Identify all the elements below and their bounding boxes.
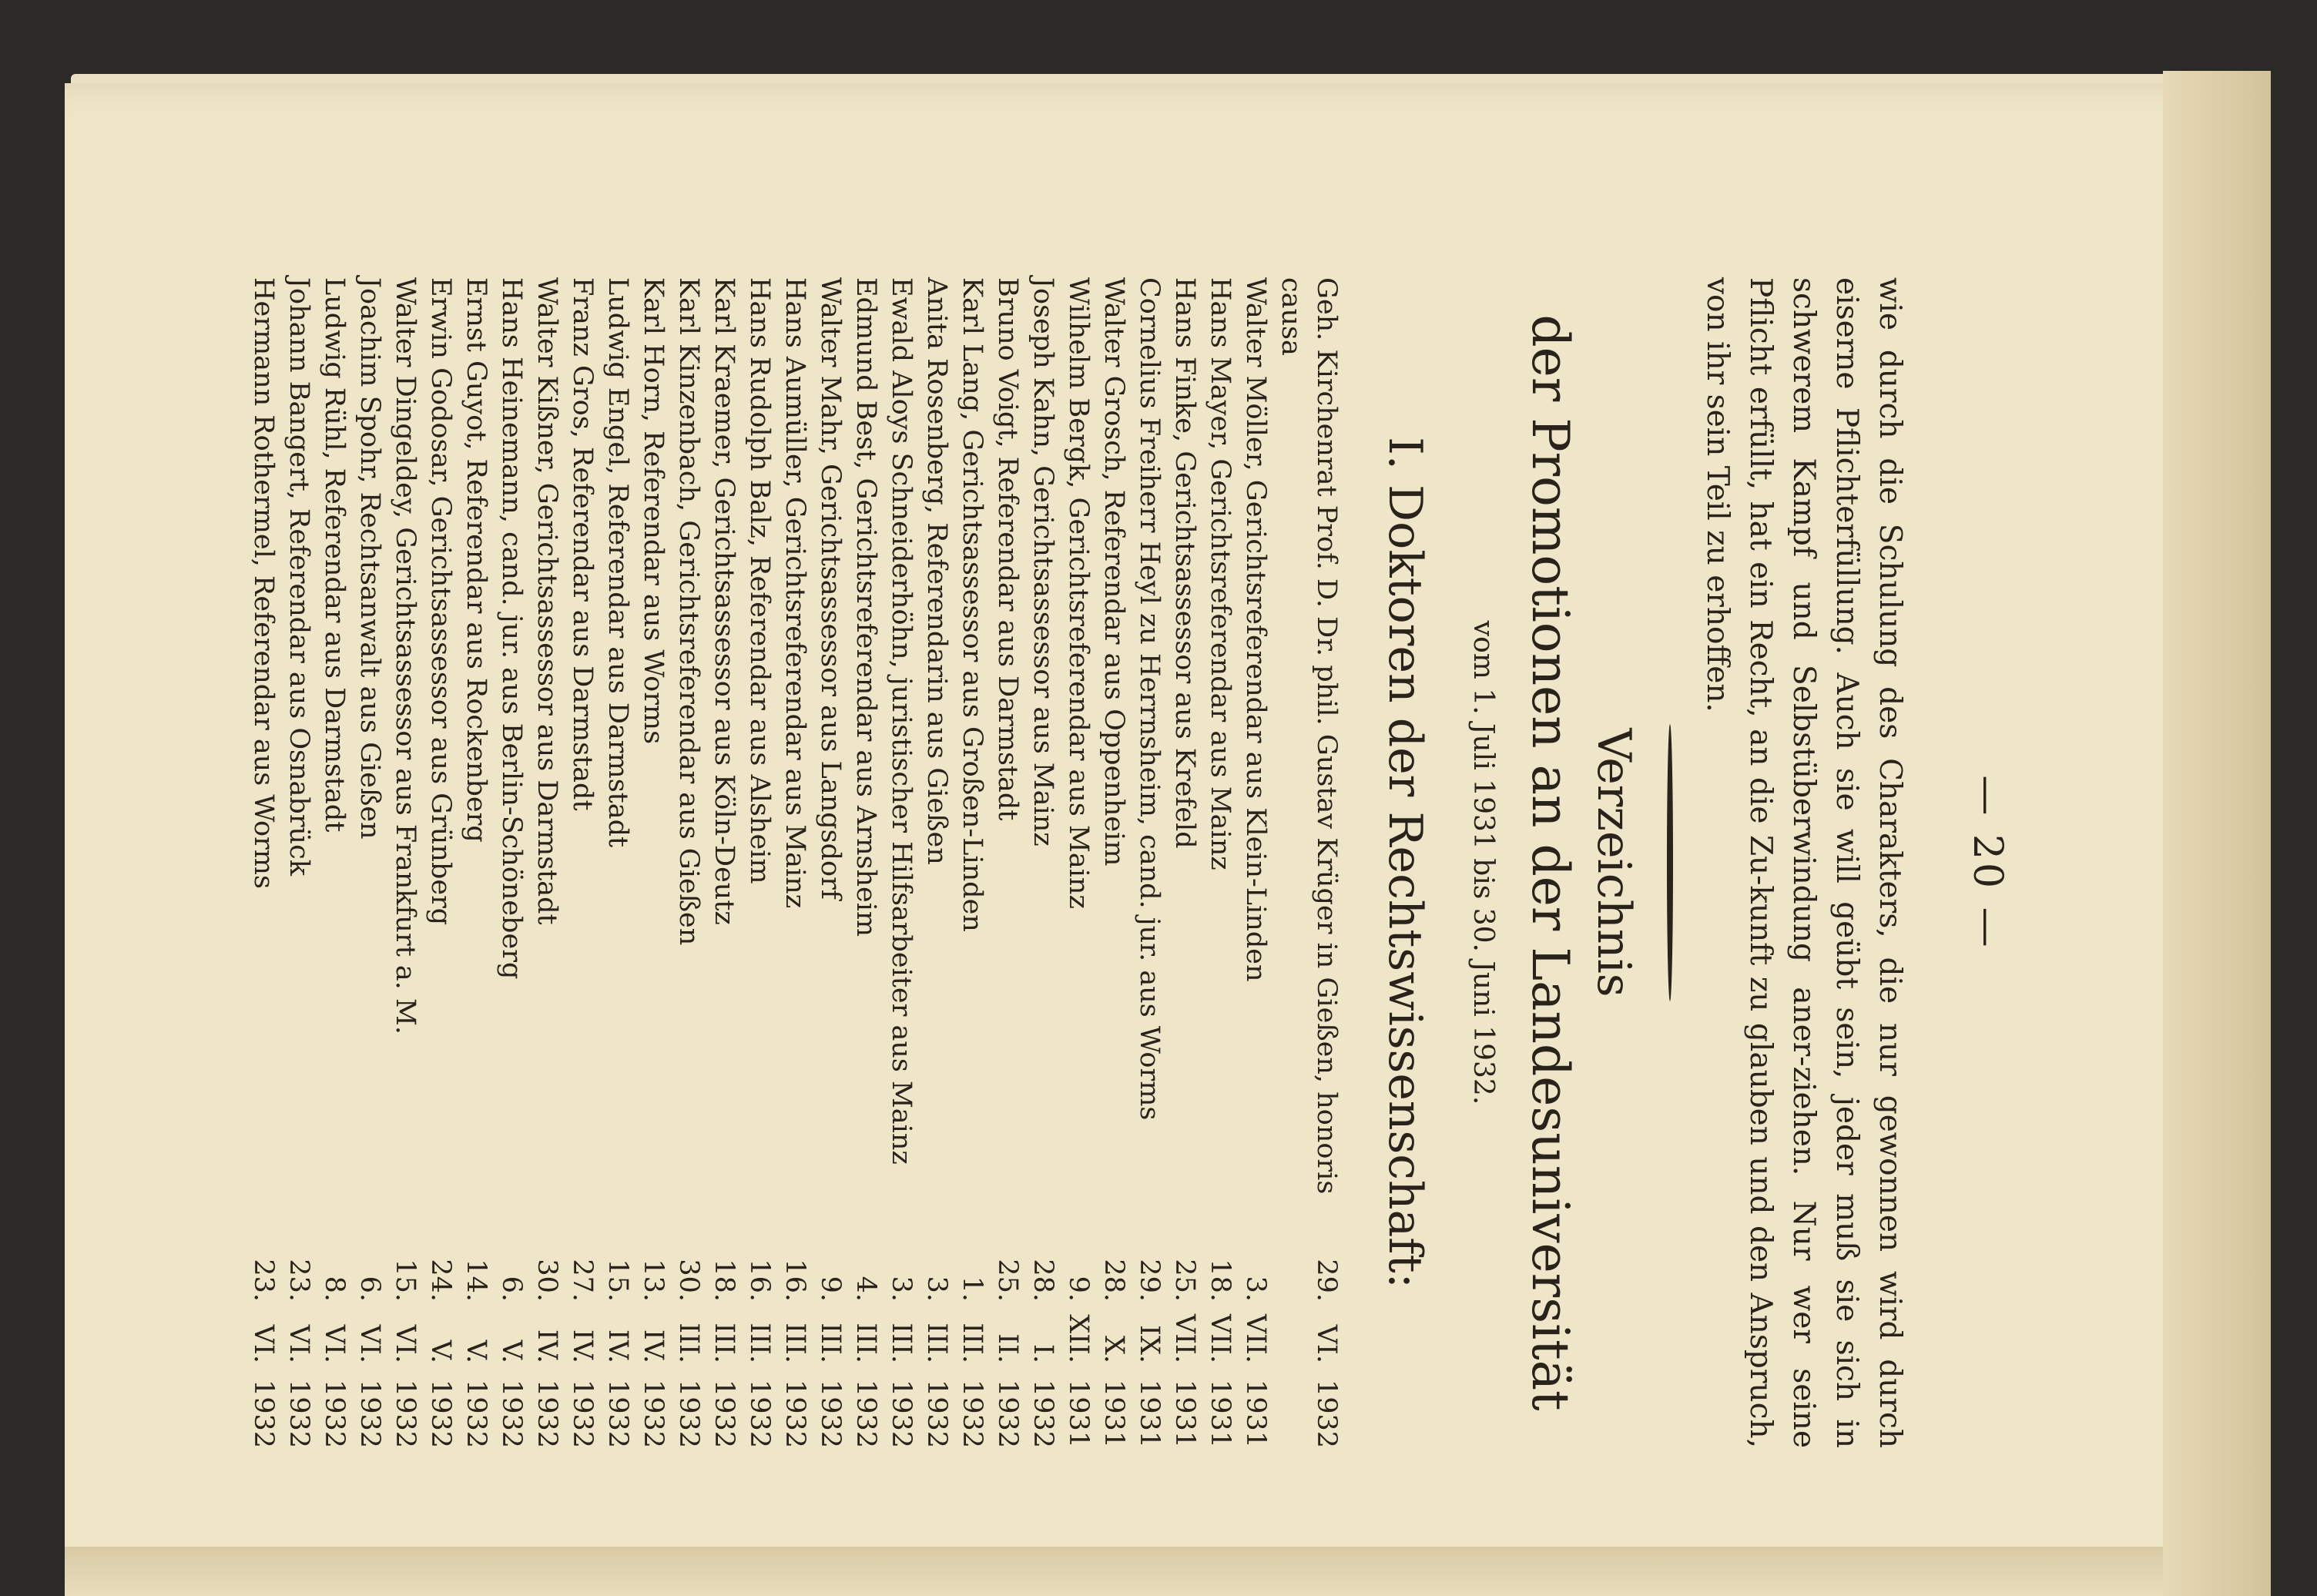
entry-name: Edmund Best, Gerichtsreferendar aus Arnsheim [850, 277, 881, 937]
entry-day: 16. [744, 1259, 775, 1302]
page-number: — 20 — [1964, 775, 2010, 951]
entry-year: 1932 [248, 1379, 279, 1448]
entry-year: 1932 [496, 1379, 527, 1448]
entry-year: 1932 [992, 1379, 1023, 1448]
list-item [494, 277, 529, 1448]
entry-day: 23. [248, 1259, 279, 1302]
entry-day: 15. [602, 1259, 633, 1302]
entry-year: 1931 [1098, 1379, 1129, 1448]
list-item [990, 277, 1025, 1448]
heading-line-1: Verzeichnis [1587, 728, 1641, 998]
entry-name: Ludwig Rühl, Referendar aus Darmstadt [319, 277, 350, 833]
entry-day: 24. [425, 1259, 456, 1302]
entry-year: 1931 [1169, 1379, 1200, 1448]
entry-day: 6. [354, 1276, 385, 1302]
entry-day: 9. [815, 1276, 846, 1302]
entry-month: VII. [1240, 1313, 1271, 1363]
entry-name: Ludwig Engel, Referendar aus Darmstadt [602, 277, 633, 848]
entry-month: III. [886, 1323, 917, 1363]
entry-day: 4. [850, 1276, 881, 1302]
entry-year: 1932 [780, 1379, 810, 1448]
entry-day: 14. [461, 1259, 491, 1302]
list-item [919, 277, 954, 1448]
entry-year: 1932 [319, 1379, 350, 1448]
entry-day: 18. [1205, 1259, 1236, 1302]
entry-name: Hans Heinemann, cand. jur. aus Berlin-Schöneberg [496, 277, 527, 980]
entry-name: Hans Mayer, Gerichtsreferendar aus Mainz [1205, 277, 1236, 870]
entry-name: Bruno Voigt, Referendar aus Darmstadt [992, 277, 1023, 821]
divider-rule [1667, 724, 1673, 1001]
list-item [671, 277, 706, 1448]
entry-day: 18. [709, 1259, 739, 1302]
list-item [352, 277, 387, 1448]
list-item [777, 277, 813, 1448]
entry-month: IV. [567, 1329, 598, 1363]
entry-name: Hans Aumüller, Gerichtsreferendar aus Mainz [780, 277, 810, 909]
entry-name: Anita Rosenberg, Referendarin aus Gießen [921, 277, 952, 865]
entry-month: VI. [1311, 1324, 1342, 1363]
entry-name: Wilhelm Bergk, Gerichtsreferendar aus Mainz [1063, 277, 1094, 909]
entry-name: Franz Gros, Referendar aus Darmstadt [567, 277, 598, 811]
entry-name: Karl Horn, Referendar aus Worms [638, 277, 669, 745]
page-content [0, 246, 2095, 1479]
list-item [1061, 277, 1096, 1448]
entry-name: Ewald Aloys Schneiderhöhn, juristischer Hilfsarbeiter aus Mainz [886, 277, 917, 1165]
list-item [387, 277, 423, 1448]
list-item [281, 277, 317, 1448]
entry-name: Walter Möller, Gerichtsreferendar aus Klein-Linden [1240, 277, 1271, 982]
entry-year: 1932 [744, 1379, 775, 1448]
entry-day: 29. [1134, 1259, 1165, 1302]
entry-month: V. [461, 1340, 491, 1363]
entry-name: Walter Mahr, Gerichtsassessor aus Langsdorf [815, 277, 846, 900]
entry-day: 6. [496, 1276, 527, 1302]
entry-month: V. [496, 1340, 527, 1363]
entry-year: 1931 [1063, 1379, 1094, 1448]
book-gutter [65, 1547, 2221, 1596]
entry-year: 1932 [425, 1379, 456, 1448]
list-item [1202, 277, 1238, 1448]
entry-year: 1932 [531, 1379, 562, 1448]
entry-month: IV. [531, 1329, 562, 1363]
entry-month: IX. [1134, 1325, 1165, 1363]
entry-day: 13. [638, 1259, 669, 1302]
entry-day: 27. [567, 1259, 598, 1302]
entry-month: VI. [390, 1324, 421, 1363]
list-item [1096, 277, 1132, 1448]
entry-year: 1932 [815, 1379, 846, 1448]
entry-year: 1932 [602, 1379, 633, 1448]
list-item [954, 277, 990, 1448]
entry-month: III. [780, 1323, 810, 1363]
entry-day: 25. [1169, 1259, 1200, 1302]
entry-year: 1932 [283, 1379, 314, 1448]
entry-day: 9. [1063, 1276, 1094, 1302]
list-item [1273, 277, 1344, 1448]
entry-year: 1932 [850, 1379, 881, 1448]
entry-year: 1932 [354, 1379, 385, 1448]
list-item [1167, 277, 1202, 1448]
entry-year: 1931 [1134, 1379, 1165, 1448]
entry-month: VI. [354, 1324, 385, 1363]
list-item [813, 277, 848, 1448]
entry-month: III. [957, 1323, 987, 1363]
entry-day: 8. [319, 1276, 350, 1302]
entry-year: 1932 [957, 1379, 987, 1448]
entry-year: 1932 [567, 1379, 598, 1448]
entry-day: 29. [1311, 1259, 1342, 1302]
list-item [1132, 277, 1167, 1448]
entry-day: 1. [957, 1276, 987, 1302]
entry-name: Walter Grosch, Referendar aus Oppenheim [1098, 277, 1129, 867]
list-item [742, 277, 777, 1448]
book-spine-shadow [2163, 71, 2271, 1596]
section-title: I. Doktoren der Rechtswissenschaft: [1378, 437, 1432, 1289]
entry-month: VI. [283, 1324, 314, 1363]
entry-name: Walter Dingeldey, Gerichtsassessor aus Frankfurt a. M. [390, 277, 421, 1034]
list-item [246, 277, 281, 1448]
entry-day: 30. [531, 1259, 562, 1302]
entry-name: Ernst Guyot, Referendar aus Rockenberg [461, 277, 491, 843]
entry-month: III. [921, 1323, 952, 1363]
entry-day: 15. [390, 1259, 421, 1302]
list-item [423, 277, 458, 1448]
list-item [1025, 277, 1061, 1448]
entry-name: Hermann Rothermel, Referendar aus Worms [248, 277, 279, 889]
intro-paragraph: wie durch die Schulung des Charakters, die nur gewonnen wird durch eiserne Pflichterfüllung. Auch sie will geübt sein, jeder muß sie sich in schwerem Kampf und Selbstüberwindung aner-ziehen. Nur wer seine Pflicht erfüllt, hat ein Recht, an die Zu-kunft zu glauben und den Anspruch, von ihr sein Teil zu erhoffen. [1700, 277, 1907, 1448]
entry-month: I. [1028, 1344, 1058, 1363]
entry-day: 3. [1240, 1276, 1271, 1302]
entry-month: IV. [638, 1329, 669, 1363]
entry-month: VI. [319, 1324, 350, 1363]
list-item [529, 277, 565, 1448]
entry-day: 28. [1028, 1259, 1058, 1302]
entry-month: VII. [1169, 1313, 1200, 1363]
heading-line-2: der Promotionen an der Landesuniversität [1521, 314, 1580, 1411]
entry-year: 1932 [390, 1379, 421, 1448]
entry-year: 1932 [1311, 1379, 1342, 1448]
entry-month: III. [744, 1323, 775, 1363]
entry-name: Cornelius Freiherr Heyl zu Herrnsheim, cand. jur. aus Worms [1134, 277, 1165, 1121]
heading-subtitle: vom 1. Juli 1931 bis 30. Juni 1932. [1467, 620, 1499, 1105]
entry-day: 25. [992, 1259, 1023, 1302]
entry-year: 1932 [461, 1379, 491, 1448]
entry-day: 28. [1098, 1259, 1129, 1302]
entry-name: Walter Kißner, Gerichtsassessor aus Darmstadt [531, 277, 562, 925]
entry-year: 1932 [886, 1379, 917, 1448]
entry-year: 1932 [709, 1379, 739, 1448]
entry-day: 23. [283, 1259, 314, 1302]
list-item [600, 277, 635, 1448]
entry-name: Karl Kinzenbach, Gerichtsreferendar aus Gießen [673, 277, 704, 946]
entry-month: III. [709, 1323, 739, 1363]
entry-month: III. [815, 1323, 846, 1363]
entry-month: XII. [1063, 1314, 1094, 1363]
list-item [317, 277, 352, 1448]
entry-day: 3. [886, 1276, 917, 1302]
entry-name: Karl Lang, Gerichtsassessor aus Großen-Linden [957, 277, 987, 932]
entry-name: Geh. Kirchenrat Prof. D. Dr. phil. Gustav Krüger in Gießen, honoris causa [1276, 277, 1342, 1195]
entry-month: VII. [1205, 1313, 1236, 1363]
entry-month: II. [992, 1333, 1023, 1363]
list-item [706, 277, 742, 1448]
entry-year: 1931 [1205, 1379, 1236, 1448]
entry-day: 16. [780, 1259, 810, 1302]
entry-month: VI. [248, 1324, 279, 1363]
entry-day: 30. [673, 1259, 704, 1302]
entry-year: 1932 [921, 1379, 952, 1448]
entry-month: X. [1098, 1335, 1129, 1363]
entry-name: Hans Rudolph Balz, Referendar aus Alsheim [744, 277, 775, 884]
list-item [1238, 277, 1273, 1448]
list-item [458, 277, 494, 1448]
list-item [635, 277, 671, 1448]
list-item [848, 277, 884, 1448]
entry-month: IV. [602, 1329, 633, 1363]
entry-year: 1932 [673, 1379, 704, 1448]
entry-name: Karl Kraemer, Gerichtsassessor aus Köln-Deutz [709, 277, 739, 925]
entry-month: III. [850, 1323, 881, 1363]
promotion-list [246, 277, 1344, 1448]
entry-year: 1932 [638, 1379, 669, 1448]
entry-year: 1932 [1028, 1379, 1058, 1448]
list-item [884, 277, 919, 1448]
entry-name: Erwin Godosar, Gerichtsassessor aus Grünberg [425, 277, 456, 926]
entry-name: Joachim Spohr, Rechtsanwalt aus Gießen [354, 277, 385, 840]
list-item [565, 277, 600, 1448]
entry-name: Johann Bangert, Referendar aus Osnabrück [283, 277, 314, 876]
entry-day: 3. [921, 1276, 952, 1302]
entry-year: 1931 [1240, 1379, 1271, 1448]
entry-name: Joseph Kahn, Gerichtsassessor aus Mainz [1028, 277, 1058, 847]
entry-month: III. [673, 1323, 704, 1363]
entry-name: Hans Finke, Gerichtsassessor aus Krefeld [1169, 277, 1200, 849]
entry-month: V. [425, 1340, 456, 1363]
